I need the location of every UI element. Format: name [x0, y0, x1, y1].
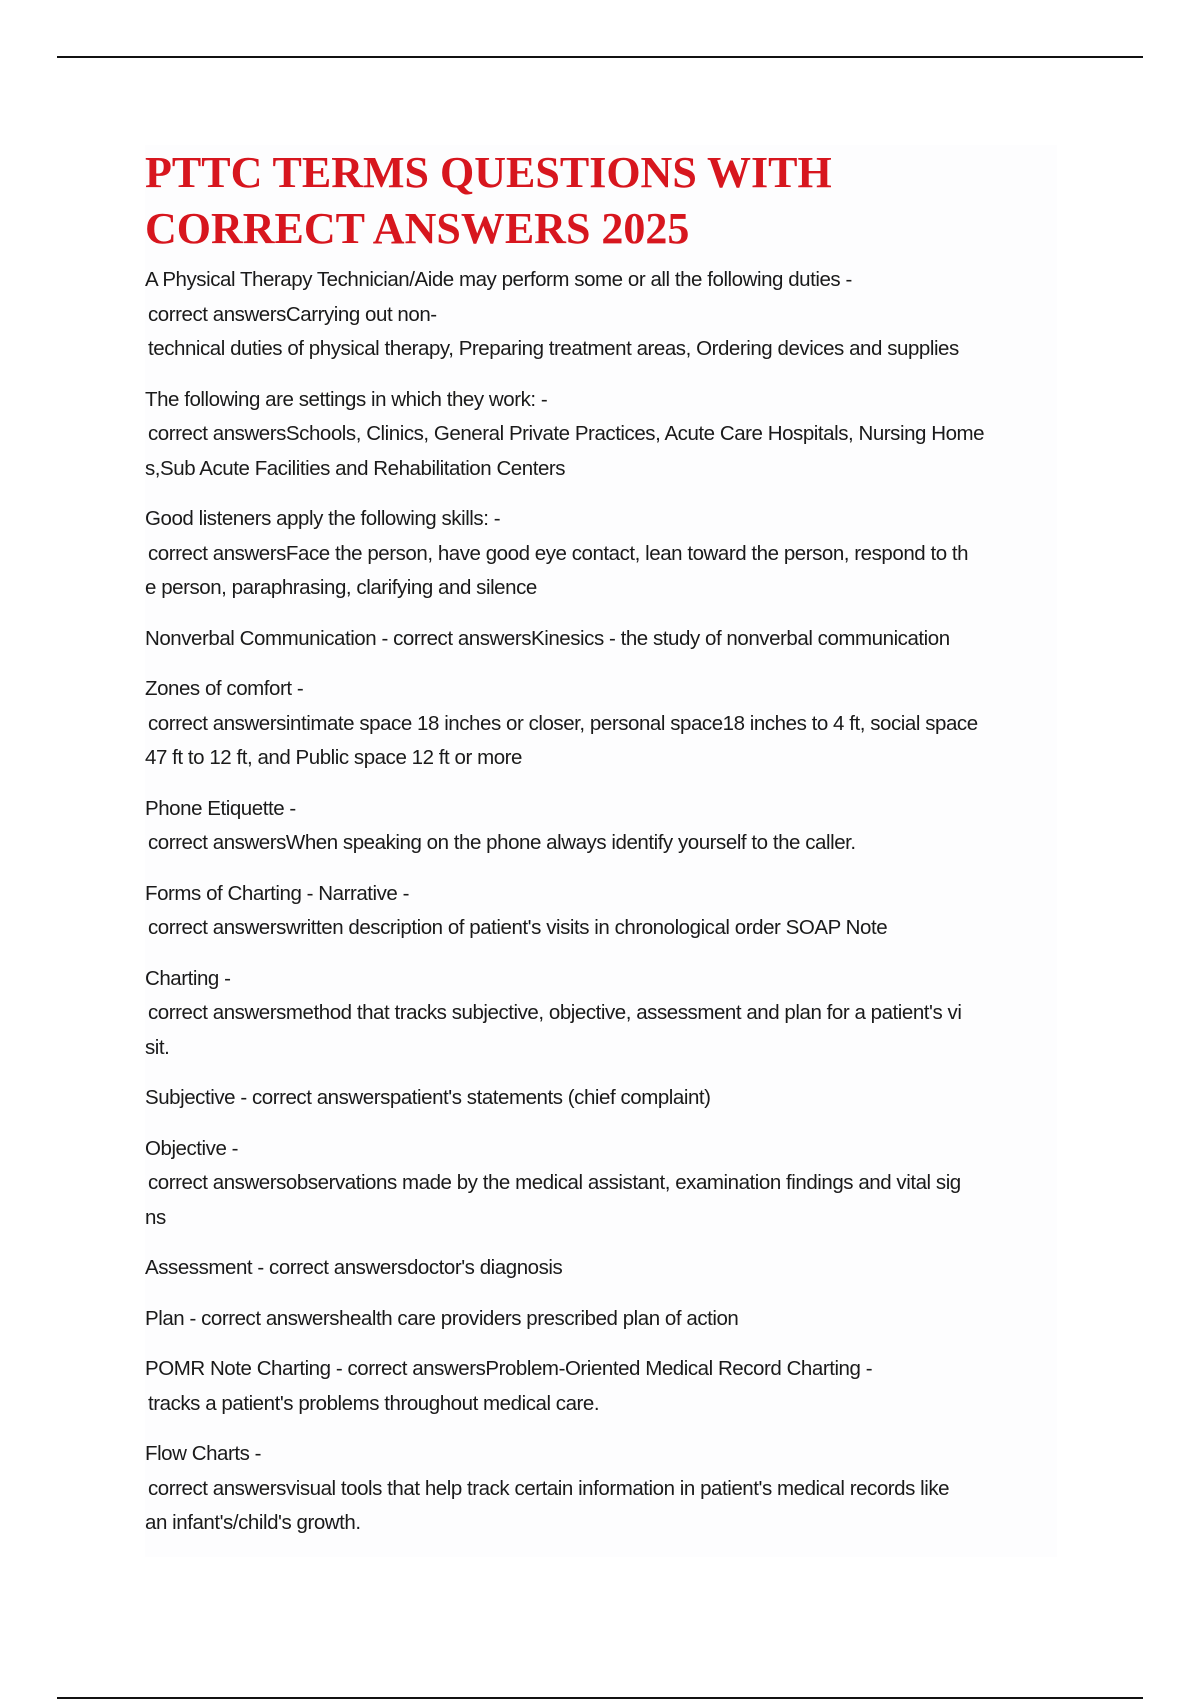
- entry-answer-line: correct answersCarrying out non-: [148, 302, 437, 326]
- entry-term-line: Subjective - correct answerspatient's statements (chief complaint): [145, 1086, 711, 1109]
- entry-term-line: Plan - correct answershealth care providers prescribed plan of action: [145, 1306, 739, 1330]
- qa-entry: [145, 383, 1057, 487]
- qa-entry: [145, 962, 1057, 1066]
- entry-answer-line: sit.: [145, 1035, 170, 1059]
- qa-entry: [145, 1352, 1057, 1421]
- title-line: PTTC TERMS QUESTIONS WITH: [145, 148, 832, 197]
- entry-answer-line: correct answersmethod that tracks subjective, objective, assessment and plan for a patient's vi: [148, 1001, 962, 1024]
- entry-term-line: Forms of Charting - Narrative -: [145, 881, 410, 905]
- qa-entry: [145, 502, 1057, 606]
- entry-answer-line: correct answersobservations made by the medical assistant, examination findings and vital sig: [148, 1171, 961, 1194]
- entry-term-line: Objective -: [145, 1136, 239, 1160]
- entry-term-line: Nonverbal Communication - correct answersKinesics - the study of nonverbal communication: [145, 626, 950, 650]
- entry-answer-line: s,Sub Acute Facilities and Rehabilitation Centers: [145, 456, 566, 480]
- entry-answer-line: correct answersvisual tools that help track certain information in patient's medical records like: [148, 1476, 950, 1500]
- entry-term-line: A Physical Therapy Technician/Aide may perform some or all the following duties -: [145, 268, 852, 291]
- entry-answer-line: correct answersWhen speaking on the phone always identify yourself to the caller.: [148, 831, 856, 854]
- entry-term-line: Charting -: [145, 966, 231, 990]
- document-body: [145, 145, 1057, 1557]
- qa-entry: [145, 672, 1057, 776]
- qa-entry: [145, 1437, 1057, 1541]
- qa-entry: [145, 1302, 1057, 1337]
- entry-answer-line: correct answersFace the person, have good eye contact, lean toward the person, respond to th: [148, 541, 969, 565]
- entry-term-line: Assessment - correct answersdoctor's diagnosis: [145, 1256, 563, 1279]
- entry-term-line: Good listeners apply the following skills: -: [145, 507, 501, 530]
- entry-term-line: The following are settings in which they work: -: [145, 387, 548, 411]
- qa-entry: [145, 1132, 1057, 1236]
- qa-entry: [145, 792, 1057, 861]
- entry-answer-line: correct answersintimate space 18 inches or closer, personal space18 inches to 4 ft, social space: [148, 711, 978, 735]
- entry-term-line: Zones of comfort -: [145, 677, 304, 700]
- qa-entry-list: [145, 263, 1057, 1541]
- qa-entry: [145, 622, 1057, 657]
- qa-entry: [145, 1081, 1057, 1116]
- title-line: CORRECT ANSWERS 2025: [145, 204, 690, 253]
- entry-answer-line: e person, paraphrasing, clarifying and silence: [145, 576, 537, 599]
- bottom-divider: [57, 1697, 1143, 1699]
- entry-term-line: POMR Note Charting - correct answersProblem-Oriented Medical Record Charting -: [145, 1357, 873, 1380]
- entry-answer-line: correct answersSchools, Clinics, General Private Practices, Acute Care Hospitals, Nursing Home: [148, 422, 985, 445]
- entry-term-line: Phone Etiquette -: [145, 796, 296, 820]
- qa-entry: [145, 263, 1057, 367]
- entry-answer-line: an infant's/child's growth.: [145, 1511, 361, 1534]
- entry-answer-line: tracks a patient's problems throughout medical care.: [148, 1391, 600, 1415]
- qa-entry: [145, 1251, 1057, 1286]
- qa-entry: [145, 877, 1057, 946]
- top-divider: [57, 56, 1143, 58]
- entry-answer-line: 47 ft to 12 ft, and Public space 12 ft or more: [145, 746, 522, 769]
- entry-answer-line: correct answerswritten description of patient's visits in chronological order SOAP Note: [148, 916, 888, 939]
- entry-answer-line: ns: [145, 1205, 166, 1229]
- entry-answer-line: technical duties of physical therapy, Preparing treatment areas, Ordering devices and supplies: [148, 337, 959, 360]
- document-title: [145, 145, 1057, 257]
- entry-term-line: Flow Charts -: [145, 1442, 262, 1465]
